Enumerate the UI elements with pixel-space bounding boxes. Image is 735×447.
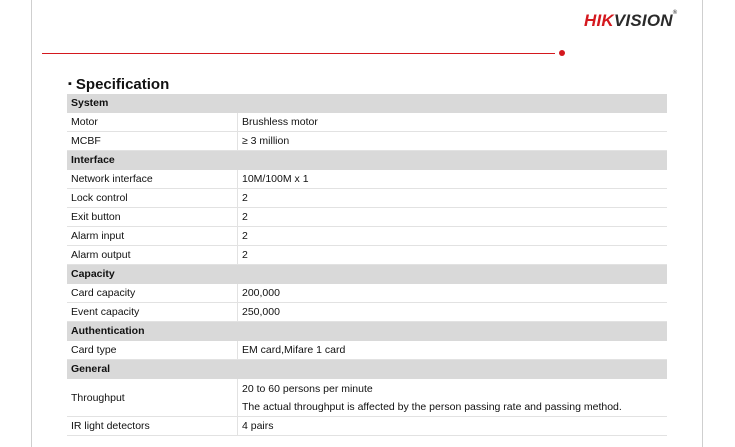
table-row	[67, 246, 667, 265]
table-row	[67, 417, 667, 436]
table-row	[67, 132, 667, 151]
page-border-left	[31, 0, 32, 447]
table-row	[67, 113, 667, 132]
group-title: General	[71, 363, 111, 375]
spec-value	[237, 379, 667, 416]
spec-value: EM card,Mifare 1 card	[237, 341, 667, 359]
table-row	[67, 170, 667, 189]
spec-label: Network interface	[71, 173, 153, 185]
group-header	[67, 265, 667, 284]
spec-label: MCBF	[71, 135, 101, 147]
group-title: Authentication	[71, 325, 145, 337]
spec-label: Motor	[71, 116, 98, 128]
bullet-icon: ▪	[68, 78, 72, 90]
table-row	[67, 284, 667, 303]
spec-label: Card type	[71, 344, 117, 356]
spec-label: Alarm input	[71, 230, 125, 242]
spec-value: 2	[237, 208, 667, 226]
spec-label: Card capacity	[71, 287, 136, 299]
spec-value: Brushless motor	[237, 113, 667, 131]
page-border-right	[702, 0, 703, 447]
section-title: ▪ Specification	[68, 76, 170, 93]
group-header	[67, 151, 667, 170]
table-row	[67, 189, 667, 208]
spec-value: 250,000	[237, 303, 667, 321]
spec-value: 2	[237, 227, 667, 245]
group-title: Capacity	[71, 268, 115, 280]
spec-label: IR light detectors	[71, 420, 150, 432]
spec-value: ≥ 3 million	[237, 132, 667, 150]
header-rule	[42, 53, 555, 54]
header-rule-dot	[559, 50, 565, 56]
specification-table	[67, 94, 667, 436]
spec-value: 2	[237, 189, 667, 207]
spec-label: Alarm output	[71, 249, 131, 261]
group-title: System	[71, 97, 109, 109]
spec-value: 4 pairs	[237, 417, 667, 435]
table-row	[67, 379, 667, 417]
table-row	[67, 227, 667, 246]
spec-label: Event capacity	[71, 306, 140, 318]
table-row	[67, 341, 667, 360]
spec-value: 2	[237, 246, 667, 264]
group-header	[67, 94, 667, 113]
group-header	[67, 322, 667, 341]
spec-value: 200,000	[237, 284, 667, 302]
spec-label: Lock control	[71, 192, 128, 204]
hikvision-logo: HIKVISION®	[584, 10, 678, 30]
spec-value-line: 20 to 60 persons per minute	[242, 382, 373, 395]
spec-label: Throughput	[71, 391, 125, 404]
spec-value-note: The actual throughput is affected by the person passing rate and passing method.	[242, 400, 622, 413]
table-row	[67, 208, 667, 227]
spec-label: Exit button	[71, 211, 121, 223]
group-title: Interface	[71, 154, 115, 166]
spec-value: 10M/100M x 1	[237, 170, 667, 188]
group-header	[67, 360, 667, 379]
table-row	[67, 303, 667, 322]
